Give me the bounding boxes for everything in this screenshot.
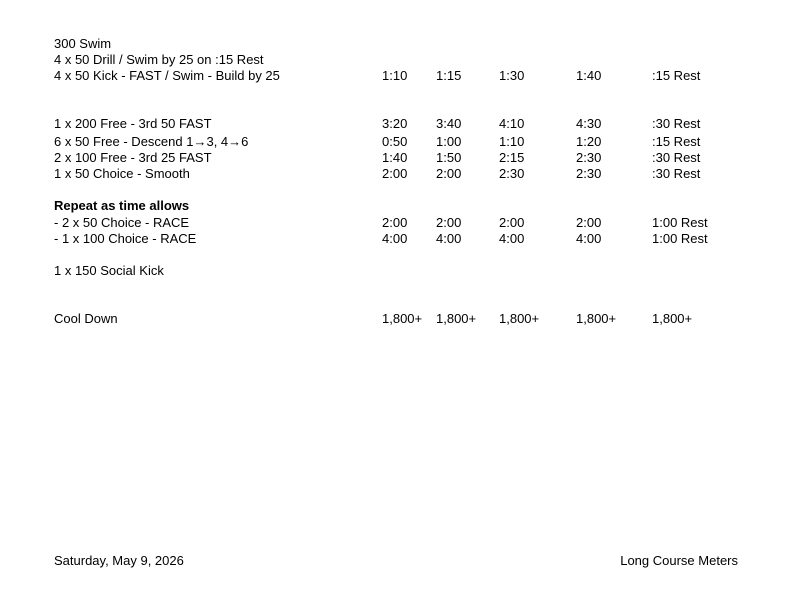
repeat-set-row-label: - 2 x 50 Choice - RACE — [54, 215, 190, 230]
interval-cell: 2:30 — [576, 166, 602, 181]
interval-cell: 2:30 — [499, 166, 525, 181]
interval-cell: 4:30 — [576, 116, 602, 131]
interval-cell: 2:00 — [436, 215, 462, 230]
main-set-row-label: 1 x 50 Choice - Smooth — [54, 166, 190, 181]
interval-cell: 2:00 — [436, 166, 462, 181]
total-cell: 1,800+ — [436, 311, 477, 326]
rest-cell: 1:00 Rest — [652, 215, 708, 230]
interval-cell: 0:50 — [382, 134, 408, 149]
total-cell: 1,800+ — [652, 311, 693, 326]
interval-cell: 2:00 — [576, 215, 602, 230]
interval-cell: 3:40 — [436, 116, 462, 131]
total-cell: 1,800+ — [499, 311, 540, 326]
main-set-row-label: 6 x 50 Free - Descend 1→3, 4→6 — [54, 134, 249, 149]
interval-cell: 2:00 — [382, 215, 408, 230]
interval-cell: 4:00 — [576, 231, 602, 246]
interval-cell: 1:10 — [382, 68, 408, 83]
interval-cell: 1:40 — [382, 150, 408, 165]
interval-cell: 1:30 — [499, 68, 525, 83]
social-kick-line: 1 x 150 Social Kick — [54, 263, 164, 278]
interval-cell: 1:10 — [499, 134, 525, 149]
interval-cell: 1:15 — [436, 68, 462, 83]
interval-cell: 3:20 — [382, 116, 408, 131]
interval-cell: 4:00 — [382, 231, 408, 246]
interval-cell: 4:10 — [499, 116, 525, 131]
interval-cell: 2:15 — [499, 150, 525, 165]
warmup-line-3: 4 x 50 Kick - FAST / Swim - Build by 25 — [54, 68, 280, 83]
rest-cell: :15 Rest — [652, 134, 701, 149]
interval-cell: 1:00 — [436, 134, 462, 149]
footer-date: Saturday, May 9, 2026 — [54, 553, 184, 568]
cool-down-label: Cool Down — [54, 311, 118, 326]
repeat-set-row-label: - 1 x 100 Choice - RACE — [54, 231, 197, 246]
interval-cell: 2:00 — [382, 166, 408, 181]
interval-cell: 1:20 — [576, 134, 602, 149]
main-set-row-label: 1 x 200 Free - 3rd 50 FAST — [54, 116, 212, 131]
interval-cell: 2:30 — [576, 150, 602, 165]
rest-cell: :30 Rest — [652, 150, 701, 165]
warmup-line-2: 4 x 50 Drill / Swim by 25 on :15 Rest — [54, 52, 264, 67]
total-cell: 1,800+ — [382, 311, 423, 326]
interval-cell: 2:00 — [499, 215, 525, 230]
rest-cell: :15 Rest — [652, 68, 701, 83]
total-cell: 1,800+ — [576, 311, 617, 326]
warmup-line-1: 300 Swim — [54, 36, 112, 51]
interval-cell: 1:50 — [436, 150, 462, 165]
interval-cell: 4:00 — [499, 231, 525, 246]
repeat-set-heading: Repeat as time allows — [54, 198, 190, 213]
interval-cell: 1:40 — [576, 68, 602, 83]
interval-cell: 4:00 — [436, 231, 462, 246]
rest-cell: 1:00 Rest — [652, 231, 708, 246]
rest-cell: :30 Rest — [652, 116, 701, 131]
main-set-row-label: 2 x 100 Free - 3rd 25 FAST — [54, 150, 212, 165]
footer-course: Long Course Meters — [620, 553, 738, 568]
rest-cell: :30 Rest — [652, 166, 701, 181]
